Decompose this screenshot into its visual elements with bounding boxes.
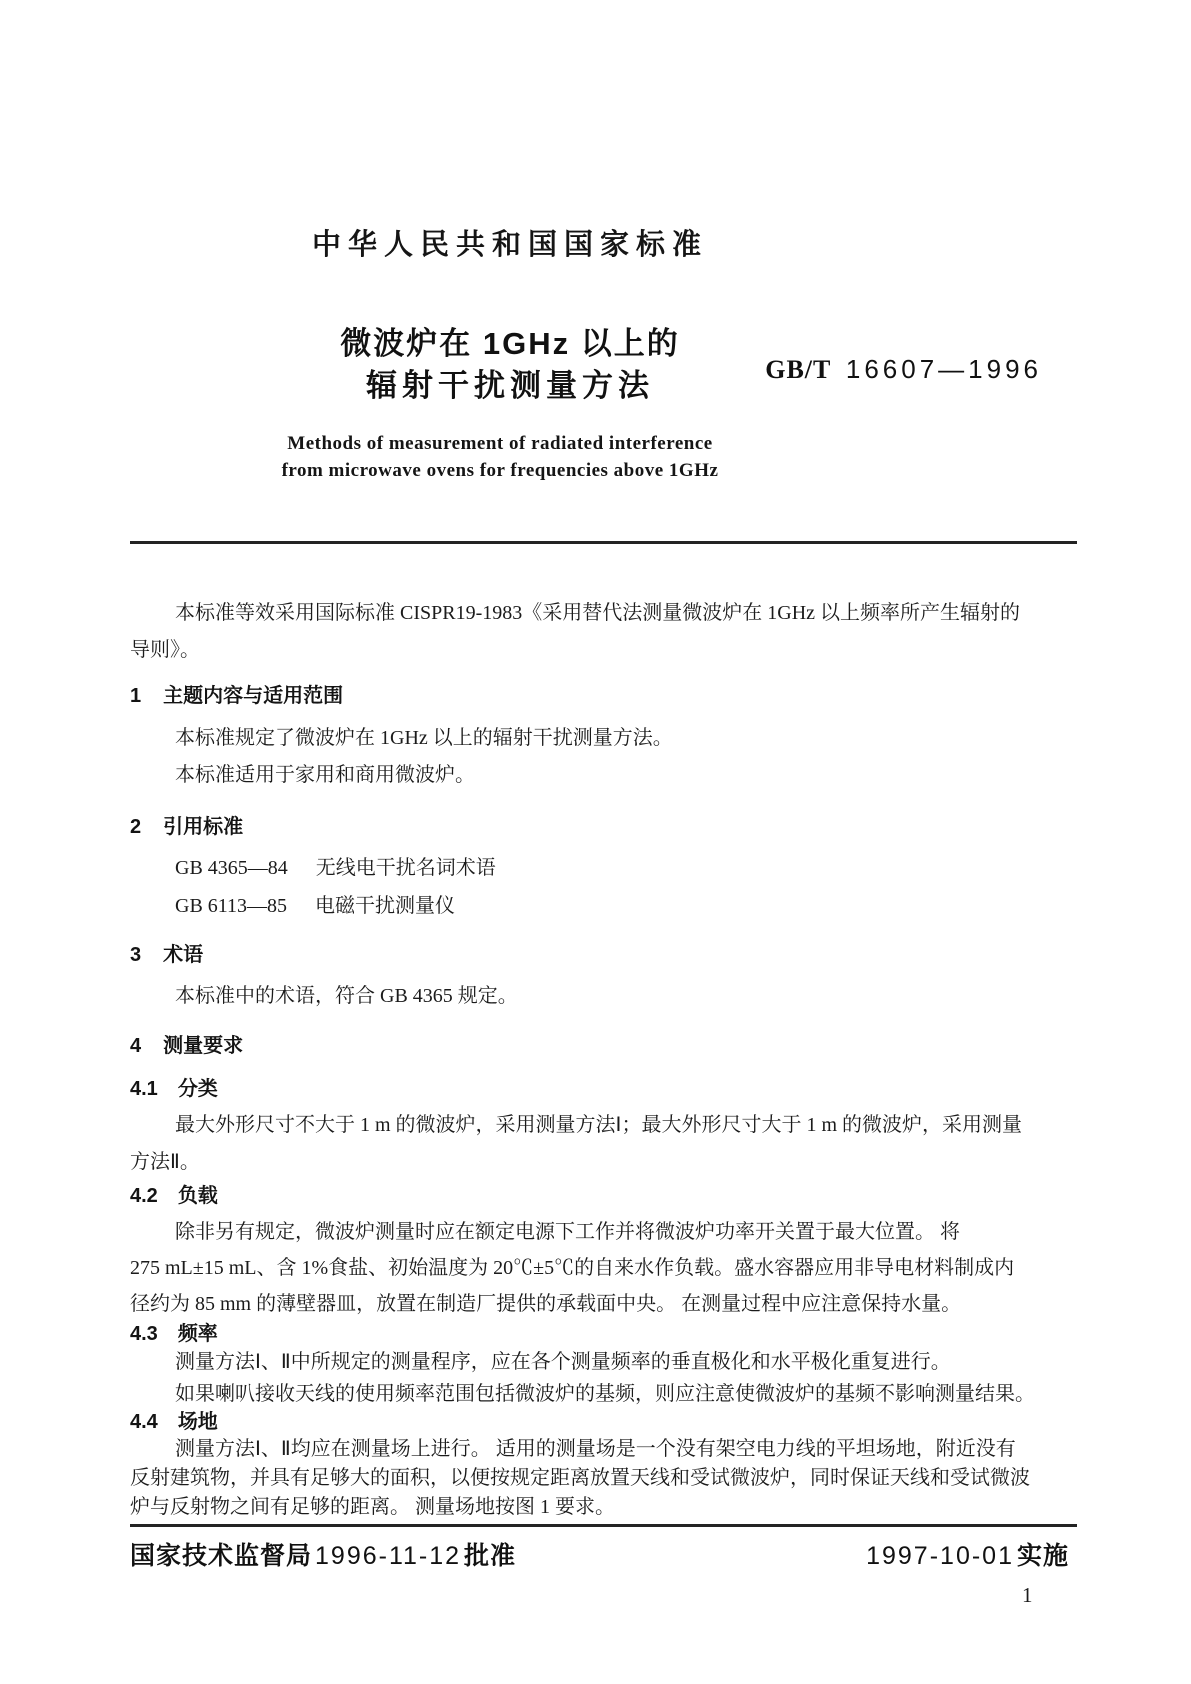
standard-number	[765, 354, 1042, 385]
standard-number-prefix: GB/T	[765, 355, 832, 384]
standard-number-value: 16607—1996	[845, 354, 1042, 384]
section-4-3-heading	[130, 1322, 1077, 1348]
section-1-paragraph-1: 本标准规定了微波炉在 1GHz 以上的辐射干扰测量方法。	[175, 727, 673, 749]
section-1-paragraph-2: 本标准适用于家用和商用微波炉。	[175, 764, 475, 786]
section-4-4-number: 4.4	[130, 1411, 158, 1433]
implementation-action: 实施	[1016, 1542, 1069, 1570]
section-4-1-title: 分类	[177, 1078, 218, 1100]
section-4-2-heading	[130, 1184, 1077, 1210]
approval-note	[130, 1536, 516, 1572]
section-4-4-heading	[130, 1410, 1077, 1436]
section-2-title: 引用标准	[163, 816, 244, 838]
section-3-heading	[130, 943, 1077, 969]
section-4-title: 测量要求	[163, 1035, 244, 1057]
section-4-3-line-2: 如果喇叭接收天线的使用频率范围包括微波炉的基频，则应注意使微波炉的基频不影响测量结果。	[175, 1383, 1035, 1405]
section-4-4-title: 场地	[177, 1411, 218, 1433]
implementation-note	[863, 1536, 1069, 1572]
national-standard-header: 中华人民共和国国家标准	[311, 229, 708, 261]
section-4-1-heading	[130, 1077, 1077, 1103]
section-2-heading	[130, 815, 1077, 841]
page-number: 1	[1022, 1583, 1033, 1607]
section-4-2-number: 4.2	[130, 1185, 158, 1207]
section-4-4-line-1: 测量方法Ⅰ、Ⅱ均应在测量场上进行。 适用的测量场是一个没有架空电力线的平坦场地，附近没有	[175, 1438, 1016, 1460]
section-3-number: 3	[130, 944, 142, 966]
section-4-3-title: 频率	[177, 1323, 218, 1345]
footer-divider-rule	[130, 1524, 1077, 1527]
section-4-2-line-3: 径约为 85 mm 的薄壁器皿，放置在制造厂提供的承载面中央。 在测量过程中应注意保持水量。	[130, 1293, 962, 1315]
section-2-number: 2	[130, 816, 142, 838]
section-4-1-line-1: 最大外形尺寸不大于 1 m 的微波炉，采用测量方法Ⅰ；最大外形尺寸大于 1 m 的微波炉，采用测量	[175, 1114, 1023, 1136]
section-4-2-title: 负载	[177, 1185, 218, 1207]
reference-2-code: GB 6113—85	[175, 895, 288, 917]
implementation-date: 1997-10-01	[866, 1542, 1014, 1570]
section-4-3-number: 4.3	[130, 1323, 158, 1345]
document-title-line-2: 辐射干扰测量方法	[366, 368, 654, 403]
section-4-4-line-3: 炉与反射物之间有足够的距离。 测量场地按图 1 要求。	[130, 1496, 615, 1518]
approval-action: 批准	[464, 1542, 517, 1570]
section-1-heading	[130, 684, 1077, 710]
section-4-1-line-2: 方法Ⅱ。	[130, 1151, 200, 1173]
english-title-line-1: Methods of measurement of radiated interference	[287, 433, 713, 454]
section-4-1-number: 4.1	[130, 1078, 158, 1100]
reference-1-code: GB 4365—84	[175, 857, 288, 879]
section-3-title: 术语	[163, 944, 204, 966]
section-4-number: 4	[130, 1035, 142, 1057]
section-4-3-line-1: 测量方法Ⅰ、Ⅱ中所规定的测量程序，应在各个测量频率的垂直极化和水平极化重复进行。	[175, 1351, 951, 1373]
reference-1	[130, 856, 1122, 882]
reference-2-name: 电磁干扰测量仪	[315, 895, 456, 917]
section-1-number: 1	[130, 685, 142, 707]
document-title-line-1: 微波炉在 1GHz 以上的	[340, 326, 680, 361]
section-3-paragraph-1: 本标准中的术语，符合 GB 4365 规定。	[175, 985, 518, 1007]
intro-line-2: 导则》。	[130, 639, 200, 661]
approval-date: 1996-11-12	[315, 1542, 462, 1570]
section-1-title: 主题内容与适用范围	[163, 685, 344, 707]
reference-1-name: 无线电干扰名词术语	[315, 857, 496, 879]
section-4-2-line-2: 275 mL±15 mL、含 1%食盐、初始温度为 20℃±5℃的自来水作负载。盛水容器应用非导电材料制成内	[130, 1257, 1015, 1279]
footer	[130, 1536, 1077, 1570]
intro-line-1: 本标准等效采用国际标准 CISPR19-1983《采用替代法测量微波炉在 1GHz 以上频率所产生辐射的	[175, 602, 1021, 624]
reference-2	[130, 894, 1122, 920]
section-4-4-line-2: 反射建筑物，并具有足够大的面积，以便按规定距离放置天线和受试微波炉，同时保证天线和受试微波	[130, 1467, 1030, 1489]
approval-agency: 国家技术监督局	[130, 1542, 313, 1570]
english-title-line-2: from microwave ovens for frequencies above 1GHz	[281, 460, 719, 481]
title-divider-rule	[130, 541, 1077, 544]
section-4-heading	[130, 1034, 1077, 1060]
section-4-2-line-1: 除非另有规定，微波炉测量时应在额定电源下工作并将微波炉功率开关置于最大位置。 将	[175, 1221, 960, 1243]
